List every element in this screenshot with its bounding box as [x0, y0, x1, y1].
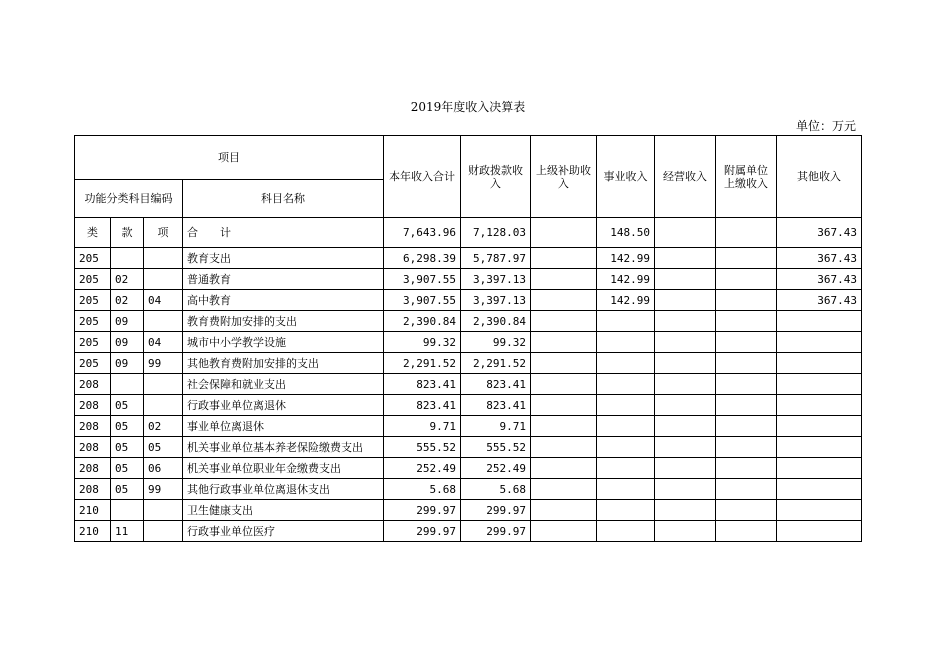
cell-subject-name: 教育费附加安排的支出: [183, 311, 384, 332]
header-col-other: 其他收入: [777, 136, 862, 218]
table-row: [75, 479, 862, 500]
cell-value: [531, 479, 597, 500]
cell-value: [655, 437, 716, 458]
cell-value: 252.49: [384, 458, 461, 479]
cell-value: [531, 458, 597, 479]
cell-value: 99.32: [461, 332, 531, 353]
cell-value: [531, 353, 597, 374]
cell-value: [777, 311, 862, 332]
cell-value: 3,397.13: [461, 269, 531, 290]
cell-value: [716, 395, 777, 416]
cell-xiang: 02: [144, 416, 183, 437]
cell-lei: 208: [75, 374, 111, 395]
cell-subject-name: 高中教育: [183, 290, 384, 311]
cell-value: [716, 374, 777, 395]
cell-xiang: 06: [144, 458, 183, 479]
cell-kuan: 05: [111, 416, 144, 437]
cell-value: 3,907.55: [384, 290, 461, 311]
cell-value: 142.99: [597, 248, 655, 269]
cell-value: [597, 374, 655, 395]
cell-subject-name: 行政事业单位医疗: [183, 521, 384, 542]
header-col-affiliated: 附属单位上缴收入: [716, 136, 777, 218]
cell-xiang: 04: [144, 332, 183, 353]
cell-value: 2,390.84: [461, 311, 531, 332]
cell-value: [531, 374, 597, 395]
cell-kuan: 09: [111, 353, 144, 374]
cell-value: 299.97: [384, 500, 461, 521]
cell-value: [777, 416, 862, 437]
cell-xiang: 04: [144, 290, 183, 311]
cell-value: [531, 437, 597, 458]
cell-value: [597, 332, 655, 353]
cell-value: 3,397.13: [461, 290, 531, 311]
cell-value: 99.32: [384, 332, 461, 353]
cell-value: [531, 290, 597, 311]
table-row: [75, 353, 862, 374]
cell-value: [716, 290, 777, 311]
cell-value: [716, 416, 777, 437]
cell-value: [531, 332, 597, 353]
table-row: [75, 332, 862, 353]
cell-value: 367.43: [777, 269, 862, 290]
total-value: 7,643.96: [384, 218, 461, 248]
cell-value: [655, 248, 716, 269]
cell-value: [597, 458, 655, 479]
cell-value: 142.99: [597, 290, 655, 311]
cell-kuan: 09: [111, 311, 144, 332]
cell-value: [597, 479, 655, 500]
cell-subject-name: 其他教育费附加安排的支出: [183, 353, 384, 374]
table-row: [75, 416, 862, 437]
header-col-superior: 上级补助收入: [531, 136, 597, 218]
cell-value: [777, 458, 862, 479]
cell-kuan: 05: [111, 479, 144, 500]
cell-lei: 205: [75, 290, 111, 311]
cell-value: [655, 458, 716, 479]
table-row: [75, 374, 862, 395]
cell-subject-name: 行政事业单位离退休: [183, 395, 384, 416]
cell-value: 299.97: [461, 521, 531, 542]
cell-value: [716, 353, 777, 374]
cell-kuan: 05: [111, 458, 144, 479]
header-col-operating: 经营收入: [655, 136, 716, 218]
cell-value: [531, 311, 597, 332]
cell-value: 823.41: [461, 395, 531, 416]
cell-value: [655, 332, 716, 353]
header-func-code: 功能分类科目编码: [75, 180, 183, 218]
cell-value: [531, 521, 597, 542]
cell-xiang: [144, 395, 183, 416]
table-row: [75, 290, 862, 311]
total-value: [716, 218, 777, 248]
table-row: [75, 395, 862, 416]
cell-value: [777, 332, 862, 353]
cell-kuan: [111, 500, 144, 521]
cell-value: 5.68: [461, 479, 531, 500]
cell-value: 5.68: [384, 479, 461, 500]
cell-value: [655, 269, 716, 290]
cell-xiang: [144, 500, 183, 521]
header-col-fiscal: 财政拨款收入: [461, 136, 531, 218]
cell-value: [597, 416, 655, 437]
cell-lei: 210: [75, 500, 111, 521]
cell-lei: 208: [75, 395, 111, 416]
cell-value: [655, 353, 716, 374]
table-row: [75, 269, 862, 290]
header-subject-name: 科目名称: [183, 180, 384, 218]
cell-kuan: 09: [111, 332, 144, 353]
cell-subject-name: 事业单位离退休: [183, 416, 384, 437]
cell-value: [716, 311, 777, 332]
total-value: 367.43: [777, 218, 862, 248]
header-item: 项目: [75, 136, 384, 180]
cell-value: [531, 395, 597, 416]
cell-value: [777, 479, 862, 500]
table-row: [75, 248, 862, 269]
table-row: [75, 458, 862, 479]
cell-subject-name: 社会保障和就业支出: [183, 374, 384, 395]
cell-lei: 205: [75, 311, 111, 332]
cell-subject-name: 城市中小学教学设施: [183, 332, 384, 353]
cell-xiang: [144, 311, 183, 332]
cell-value: [597, 437, 655, 458]
cell-value: [597, 395, 655, 416]
cell-value: 367.43: [777, 248, 862, 269]
cell-value: [716, 248, 777, 269]
cell-value: 299.97: [461, 500, 531, 521]
cell-value: [777, 437, 862, 458]
cell-value: [597, 521, 655, 542]
cell-value: 2,390.84: [384, 311, 461, 332]
cell-subject-name: 卫生健康支出: [183, 500, 384, 521]
cell-value: 6,298.39: [384, 248, 461, 269]
page-title: 2019年度收入决算表: [410, 100, 526, 114]
cell-value: [655, 290, 716, 311]
cell-xiang: 99: [144, 353, 183, 374]
total-value: 7,128.03: [461, 218, 531, 248]
cell-value: 823.41: [461, 374, 531, 395]
table-row: [75, 311, 862, 332]
cell-value: [777, 395, 862, 416]
total-value: [531, 218, 597, 248]
cell-value: [655, 395, 716, 416]
cell-value: [655, 416, 716, 437]
cell-lei: 205: [75, 353, 111, 374]
cell-value: [716, 437, 777, 458]
cell-value: [597, 353, 655, 374]
header-lei: 类: [75, 218, 111, 248]
table-row: [75, 437, 862, 458]
cell-value: 2,291.52: [461, 353, 531, 374]
cell-value: [597, 311, 655, 332]
cell-lei: 210: [75, 521, 111, 542]
cell-xiang: [144, 248, 183, 269]
cell-lei: 208: [75, 437, 111, 458]
cell-value: [531, 248, 597, 269]
cell-value: 5,787.97: [461, 248, 531, 269]
cell-lei: 208: [75, 479, 111, 500]
cell-value: [655, 374, 716, 395]
cell-xiang: 99: [144, 479, 183, 500]
cell-lei: 205: [75, 332, 111, 353]
cell-value: 252.49: [461, 458, 531, 479]
cell-lei: 205: [75, 269, 111, 290]
total-row: [75, 218, 862, 248]
cell-kuan: 02: [111, 269, 144, 290]
cell-subject-name: 机关事业单位职业年金缴费支出: [183, 458, 384, 479]
cell-xiang: [144, 269, 183, 290]
cell-value: [716, 332, 777, 353]
total-value: [655, 218, 716, 248]
cell-kuan: 11: [111, 521, 144, 542]
cell-value: [531, 269, 597, 290]
header-col-business: 事业收入: [597, 136, 655, 218]
cell-value: 3,907.55: [384, 269, 461, 290]
cell-value: 9.71: [461, 416, 531, 437]
cell-value: [716, 458, 777, 479]
cell-value: [777, 374, 862, 395]
cell-value: [531, 500, 597, 521]
cell-xiang: [144, 374, 183, 395]
cell-lei: 205: [75, 248, 111, 269]
cell-kuan: [111, 374, 144, 395]
header-kuan: 款: [111, 218, 144, 248]
cell-value: [777, 353, 862, 374]
cell-value: 555.52: [461, 437, 531, 458]
table-row: [75, 500, 862, 521]
cell-value: [716, 500, 777, 521]
cell-subject-name: 其他行政事业单位离退休支出: [183, 479, 384, 500]
cell-value: 299.97: [384, 521, 461, 542]
cell-value: [531, 416, 597, 437]
cell-value: [655, 311, 716, 332]
cell-subject-name: 普通教育: [183, 269, 384, 290]
cell-kuan: 02: [111, 290, 144, 311]
cell-kuan: 05: [111, 437, 144, 458]
cell-kuan: 05: [111, 395, 144, 416]
total-value: 148.50: [597, 218, 655, 248]
cell-subject-name: 机关事业单位基本养老保险缴费支出: [183, 437, 384, 458]
cell-xiang: 05: [144, 437, 183, 458]
cell-value: 555.52: [384, 437, 461, 458]
cell-lei: 208: [75, 458, 111, 479]
header-col-total: 本年收入合计: [384, 136, 461, 218]
cell-value: [655, 500, 716, 521]
cell-value: 823.41: [384, 395, 461, 416]
cell-value: [777, 521, 862, 542]
total-name: 合 计: [183, 218, 384, 248]
cell-value: 2,291.52: [384, 353, 461, 374]
cell-subject-name: 教育支出: [183, 248, 384, 269]
cell-value: [716, 269, 777, 290]
cell-value: [777, 500, 862, 521]
cell-value: 9.71: [384, 416, 461, 437]
cell-value: [655, 479, 716, 500]
cell-value: [597, 500, 655, 521]
table-row: [75, 521, 862, 542]
cell-value: [655, 521, 716, 542]
header-xiang: 项: [144, 218, 183, 248]
cell-value: 142.99: [597, 269, 655, 290]
unit-label: 单位：万元: [795, 119, 856, 133]
cell-value: [716, 521, 777, 542]
cell-value: 367.43: [777, 290, 862, 311]
income-table: [74, 135, 862, 542]
cell-lei: 208: [75, 416, 111, 437]
cell-xiang: [144, 521, 183, 542]
cell-kuan: [111, 248, 144, 269]
cell-value: 823.41: [384, 374, 461, 395]
cell-value: [716, 479, 777, 500]
